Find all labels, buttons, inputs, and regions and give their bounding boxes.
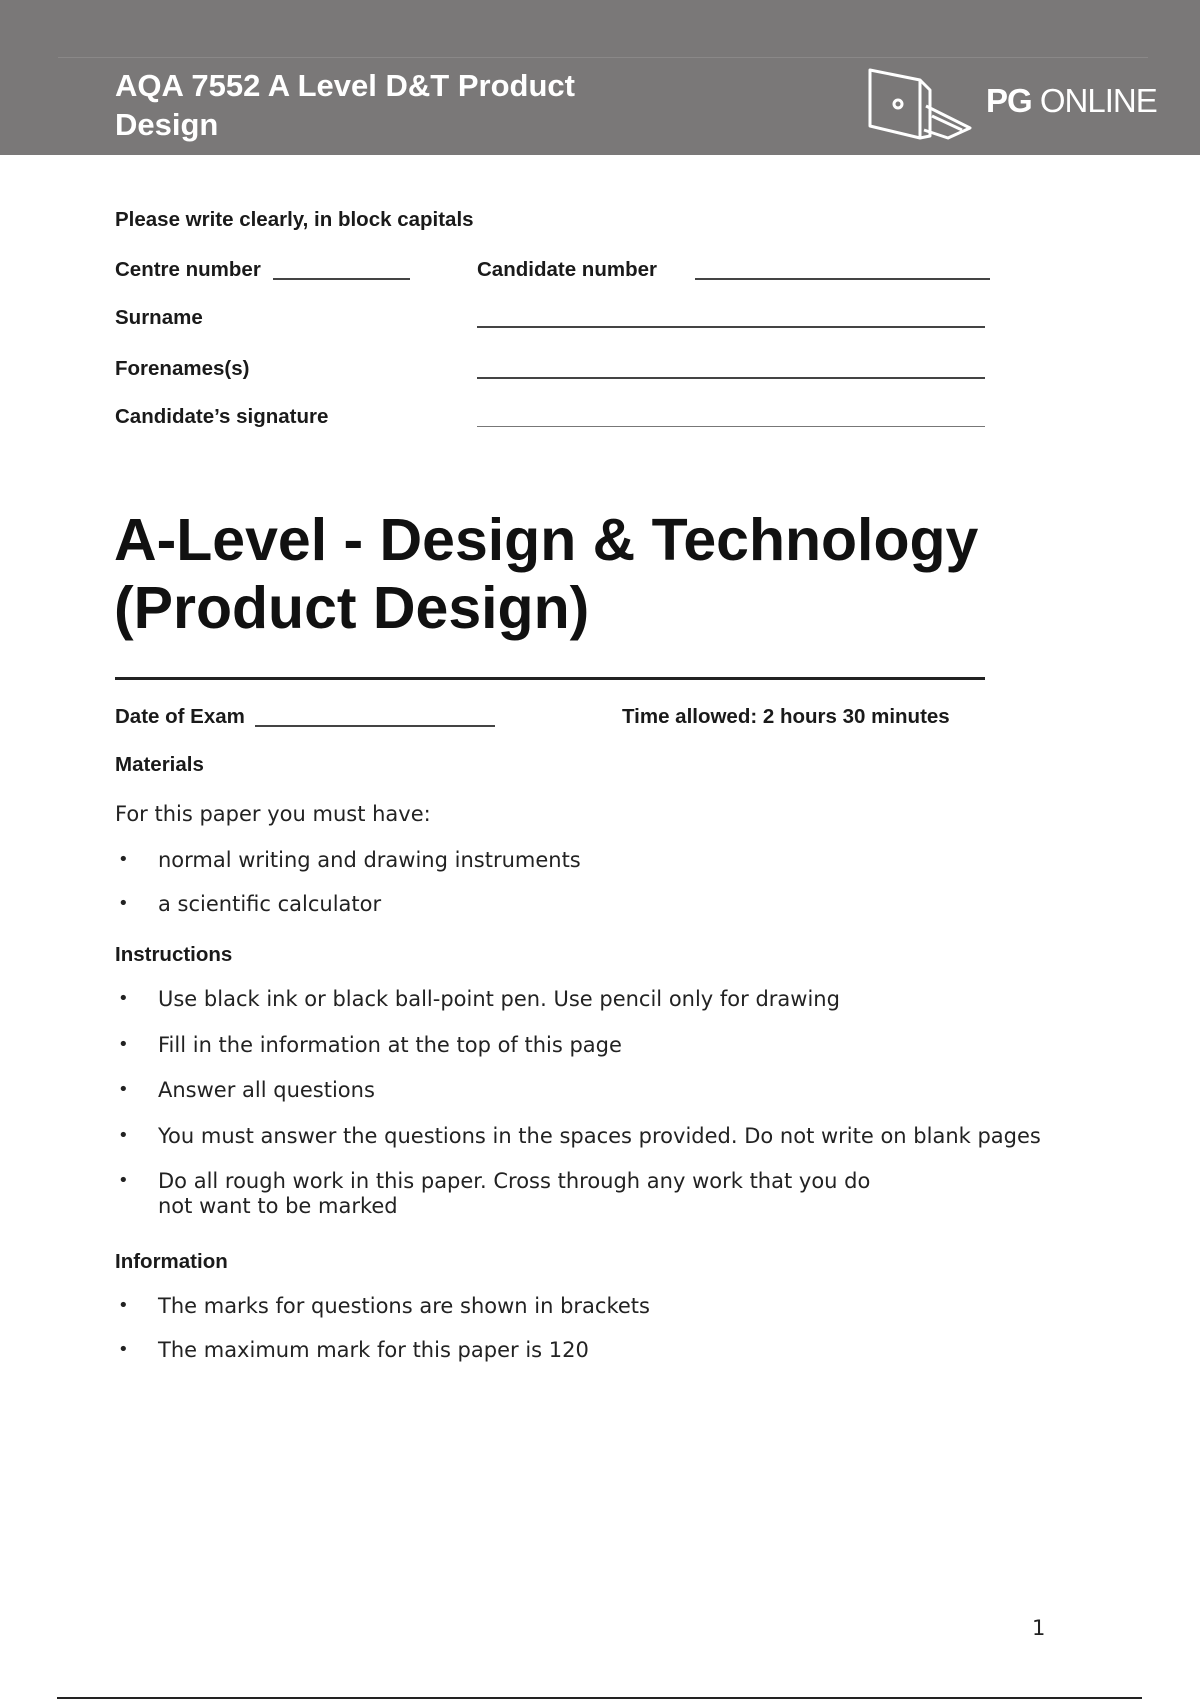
materials-heading: Materials xyxy=(115,753,204,776)
paper-title: A-Level - Design & Technology (Product Design) xyxy=(114,507,979,641)
instructions-item: Answer all questions xyxy=(158,1078,375,1102)
surname-label: Surname xyxy=(115,306,203,329)
header-title: AQA 7552 A Level D&T Product Design xyxy=(115,68,575,142)
signature-field[interactable] xyxy=(477,426,985,427)
list-bullet: • xyxy=(118,1339,129,1360)
information-item: The marks for questions are shown in brackets xyxy=(158,1294,650,1318)
materials-item: normal writing and drawing instruments xyxy=(158,848,581,872)
instructions-item: Fill in the information at the top of this page xyxy=(158,1033,622,1057)
list-bullet: • xyxy=(118,893,129,914)
pg-online-logo xyxy=(862,66,1162,142)
candidate-number-label: Candidate number xyxy=(477,258,657,281)
centre-number-field[interactable] xyxy=(273,278,410,280)
instructions-item: You must answer the questions in the spaces provided. Do not write on blank pages xyxy=(158,1124,1041,1148)
list-bullet: • xyxy=(118,1034,129,1055)
materials-intro: For this paper you must have: xyxy=(115,802,431,826)
information-heading: Information xyxy=(115,1250,228,1273)
centre-number-label: Centre number xyxy=(115,258,261,281)
forenames-label: Forenames(s) xyxy=(115,357,250,380)
list-bullet: • xyxy=(118,1125,129,1146)
list-bullet: • xyxy=(118,1170,129,1191)
forenames-field[interactable] xyxy=(477,377,985,379)
candidate-number-field[interactable] xyxy=(695,278,990,280)
date-of-exam-label: Date of Exam xyxy=(115,705,245,728)
surname-field[interactable] xyxy=(477,326,985,328)
footer-rule xyxy=(57,1697,1142,1699)
instructions-heading: Instructions xyxy=(115,943,233,966)
list-bullet: • xyxy=(118,849,129,870)
list-bullet: • xyxy=(118,1295,129,1316)
logo-pg: PG xyxy=(986,82,1032,119)
instructions-item: Use black ink or black ball-point pen. Use pencil only for drawing xyxy=(158,987,840,1011)
signature-label: Candidate’s signature xyxy=(115,405,329,428)
date-of-exam-field[interactable] xyxy=(255,725,495,727)
list-bullet: • xyxy=(118,1079,129,1100)
title-rule xyxy=(115,677,985,680)
information-item: The maximum mark for this paper is 120 xyxy=(158,1338,589,1362)
time-allowed: Time allowed: 2 hours 30 minutes xyxy=(622,705,950,728)
block-capitals-instruction: Please write clearly, in block capitals xyxy=(115,208,474,231)
page-number: 1 xyxy=(1032,1616,1046,1640)
header-divider xyxy=(58,57,1148,58)
logo-online: ONLINE xyxy=(1031,82,1157,119)
laptop-book-icon xyxy=(862,66,982,142)
instructions-item: Do all rough work in this paper. Cross through any work that you do not want to be marked xyxy=(158,1169,871,1218)
header-band xyxy=(0,0,1200,155)
list-bullet: • xyxy=(118,988,129,1009)
logo-text xyxy=(986,82,1157,120)
materials-item: a scientific calculator xyxy=(158,892,382,916)
